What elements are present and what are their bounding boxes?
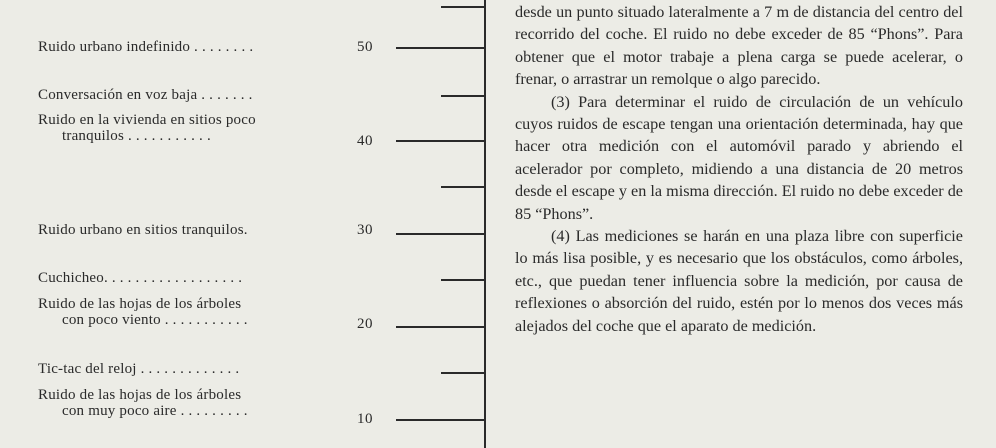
paragraph-4: (4) Las mediciones se harán en una plaza libre con superficie lo más lisa posible, y es necesario que los obstáculos, como árboles, etc., que puedan tener influencia sobre la medición, por causa de reflexiones o absorción del ruido, estén por lo menos dos veces más alejados del coche que el aparato de medición. bbox=[515, 227, 963, 335]
paragraph-continuation: desde un punto situado lateralmente a 7 m de distancia del centro del recorrido del coche. El ruido no debe exceder de 85 “Phons”. Para obtener que el motor trabaje a plena carga se puede acelerar, o frenar, o arrastrar un remolque o algo parecido. bbox=[515, 3, 963, 89]
scale-tick-20 bbox=[396, 326, 484, 328]
scale-tick-minor bbox=[441, 6, 484, 8]
scale-row-label: Conversación en voz baja . . . . . . . bbox=[38, 87, 253, 103]
scale-tick-30 bbox=[396, 233, 484, 235]
scale-tick-minor bbox=[441, 186, 484, 188]
scale-row-value: 30 bbox=[357, 222, 373, 238]
scale-axis-line bbox=[484, 0, 486, 448]
scale-tick-minor bbox=[441, 372, 484, 374]
scale-row-value: 40 bbox=[357, 133, 373, 149]
scale-row-value: 20 bbox=[357, 316, 373, 332]
scale-row-label: Ruido en la vivienda en sitios poco tranquilos . . . . . . . . . . . bbox=[38, 112, 256, 144]
scale-tick-minor bbox=[441, 95, 484, 97]
scale-row-value: 10 bbox=[357, 411, 373, 427]
scale-row-label: Ruido urbano indefinido . . . . . . . . bbox=[38, 39, 254, 55]
scale-row-value: 50 bbox=[357, 39, 373, 55]
scale-tick-minor bbox=[441, 279, 484, 281]
scale-tick-40 bbox=[396, 140, 484, 142]
scale-row-label: Ruido de las hojas de los árboles con poco viento . . . . . . . . . . . bbox=[38, 296, 248, 328]
scale-tick-50 bbox=[396, 47, 484, 49]
paragraph-3: (3) Para determinar el ruido de circulación de un vehículo cuyos ruidos de escape tengan una orientación determinada, hay que hacer otra medición con el automóvil parado y abriendo el acelerador por completo, midiendo a una distancia de 20 metros desde el escape y en la misma dirección. El ruido no debe exceder de 85 “Phons”. bbox=[515, 92, 963, 223]
scale-row-label: Ruido urbano en sitios tranquilos. bbox=[38, 222, 248, 238]
scale-row-label: Cuchicheo. . . . . . . . . . . . . . . . . . bbox=[38, 270, 243, 286]
body-text-column bbox=[515, 1, 963, 337]
scale-row-label: Tic-tac del reloj . . . . . . . . . . . . . bbox=[38, 361, 240, 377]
scale-tick-10 bbox=[396, 419, 484, 421]
scale-row-label: Ruido de las hojas de los árboles con muy poco aire . . . . . . . . . bbox=[38, 387, 248, 419]
